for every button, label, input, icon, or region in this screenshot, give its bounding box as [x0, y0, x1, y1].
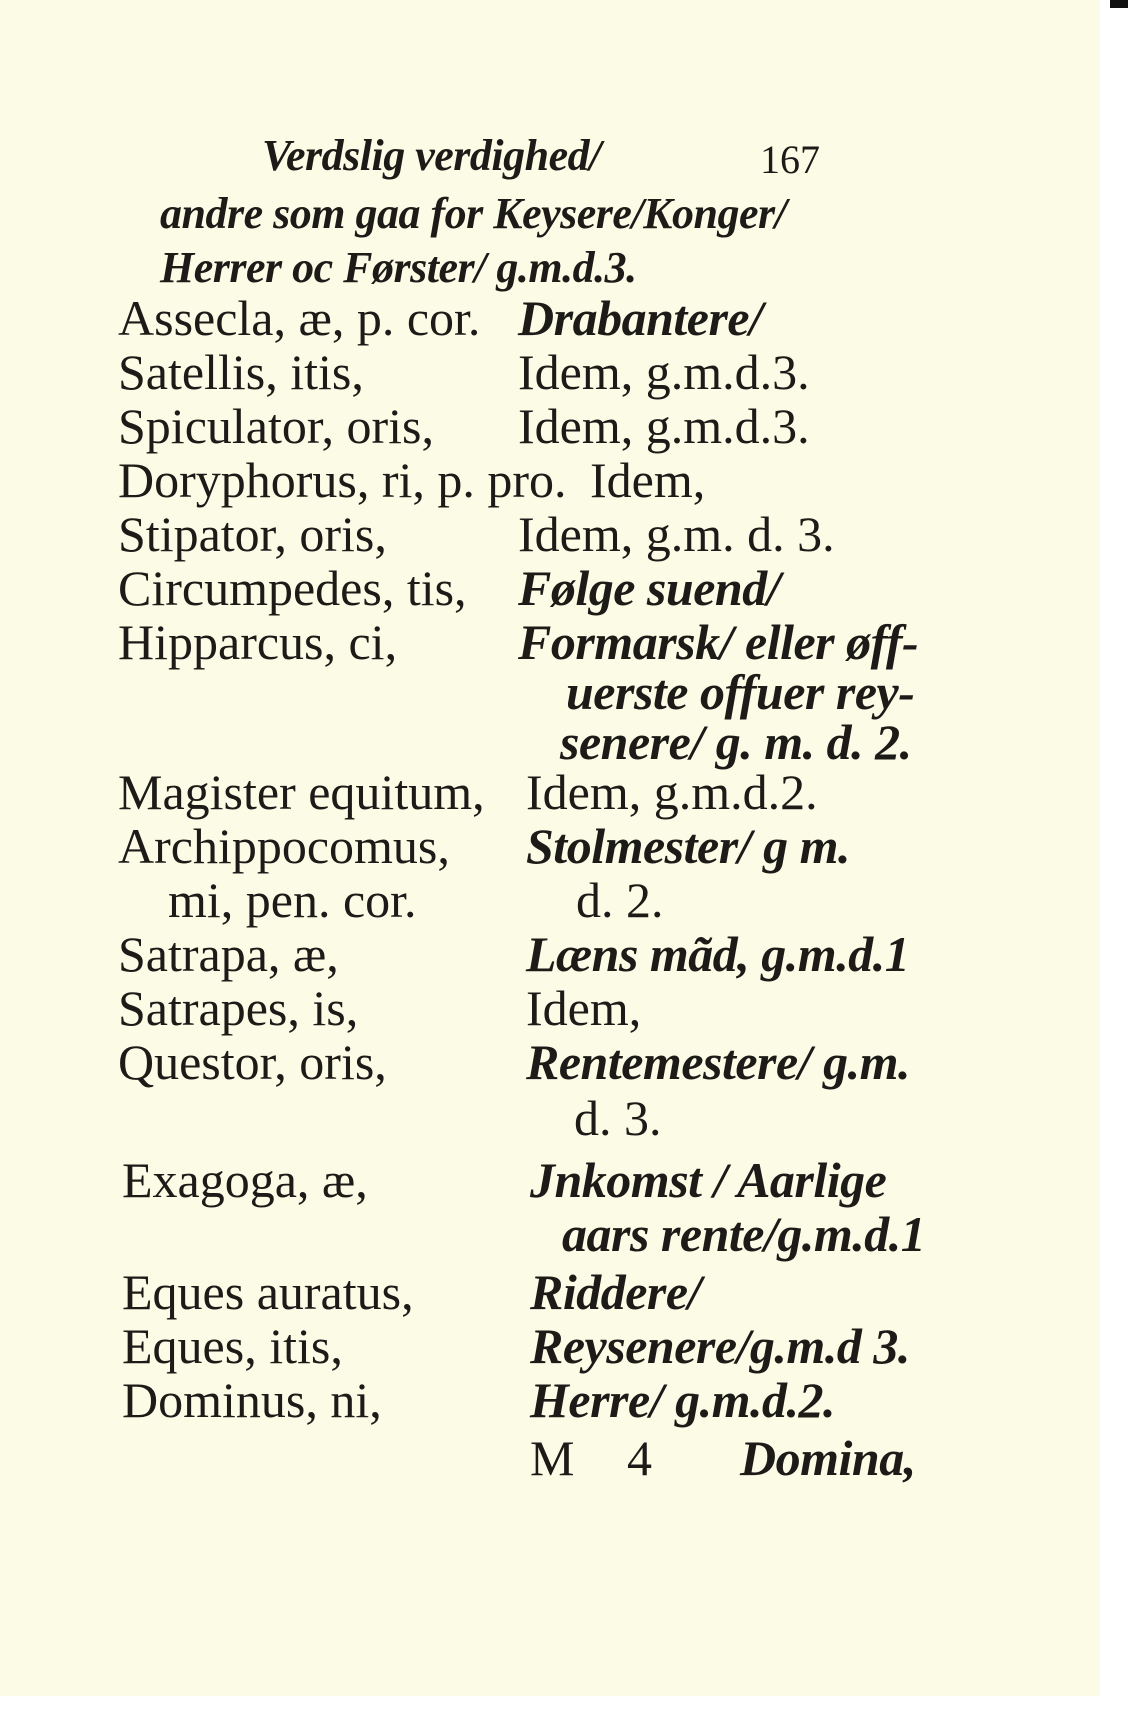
- intro-line-2: Herrer oc Førster/ g.m.d.3.: [160, 243, 637, 292]
- danish-term: Idem, g.m.d.3.: [518, 344, 810, 400]
- latin-term: Doryphorus, ri, p. pro.: [118, 452, 567, 508]
- danish-term-continued: senere/ g. m. d. 2.: [560, 714, 912, 770]
- danish-term: Idem, g.m. d. 3.: [518, 506, 835, 562]
- latin-term: Questor, oris,: [118, 1034, 387, 1090]
- danish-term: Idem,: [526, 980, 642, 1036]
- catchword: Domina,: [740, 1430, 916, 1486]
- danish-term-continued: d. 3.: [574, 1090, 662, 1146]
- latin-term: Archippocomus,: [118, 818, 450, 874]
- latin-term: Circumpedes, tis,: [118, 560, 467, 616]
- danish-term: Idem, g.m.d.2.: [526, 764, 818, 820]
- danish-term: Herre/ g.m.d.2.: [530, 1372, 835, 1428]
- danish-term: Rentemestere/ g.m.: [526, 1034, 910, 1090]
- latin-term: Exagoga, æ,: [122, 1152, 368, 1208]
- scan-corner-mark: [1110, 0, 1128, 8]
- danish-term: Reysenere/g.m.d 3.: [530, 1318, 910, 1374]
- latin-term: Eques, itis,: [122, 1318, 343, 1374]
- running-title: Verdslig verdighed/: [262, 131, 601, 180]
- latin-term: Stipator, oris,: [118, 506, 387, 562]
- latin-term: Assecla, æ, p. cor.: [118, 290, 481, 346]
- scan-margin: [1100, 8, 1128, 1704]
- intro-line-1: andre som gaa for Keysere/Konger/: [160, 189, 787, 238]
- danish-term: Følge suend/: [518, 560, 781, 616]
- danish-term-continued: d. 2.: [576, 872, 664, 928]
- signature-mark: M 4: [530, 1430, 652, 1486]
- latin-term-continued: mi, pen. cor.: [168, 872, 417, 928]
- danish-term: Drabantere/: [518, 290, 763, 346]
- latin-term: Dominus, ni,: [122, 1372, 382, 1428]
- latin-term: Magister equitum,: [118, 764, 485, 820]
- latin-term: Eques auratus,: [122, 1264, 414, 1320]
- danish-term: Riddere/: [530, 1264, 701, 1320]
- latin-term: Hipparcus, ci,: [118, 614, 398, 670]
- danish-term: Idem, g.m.d.3.: [518, 398, 810, 454]
- latin-term: Satrapes, is,: [118, 980, 359, 1036]
- danish-term: Jnkomst / Aarlige: [530, 1152, 887, 1208]
- latin-term: Satellis, itis,: [118, 344, 364, 400]
- page-number: 167: [760, 137, 820, 182]
- scan-margin: [0, 1696, 1128, 1726]
- danish-term: Læns mãd, g.m.d.1: [526, 926, 910, 982]
- latin-term: Satrapa, æ,: [118, 926, 339, 982]
- danish-term: Stolmester/ g m.: [526, 818, 850, 874]
- danish-term-continued: uerste offuer rey-: [566, 664, 915, 720]
- danish-term: Formarsk/ eller øff-: [518, 614, 919, 670]
- danish-term-continued: aars rente/g.m.d.1: [562, 1206, 926, 1262]
- danish-term: Idem,: [590, 452, 706, 508]
- latin-term: Spiculator, oris,: [118, 398, 435, 454]
